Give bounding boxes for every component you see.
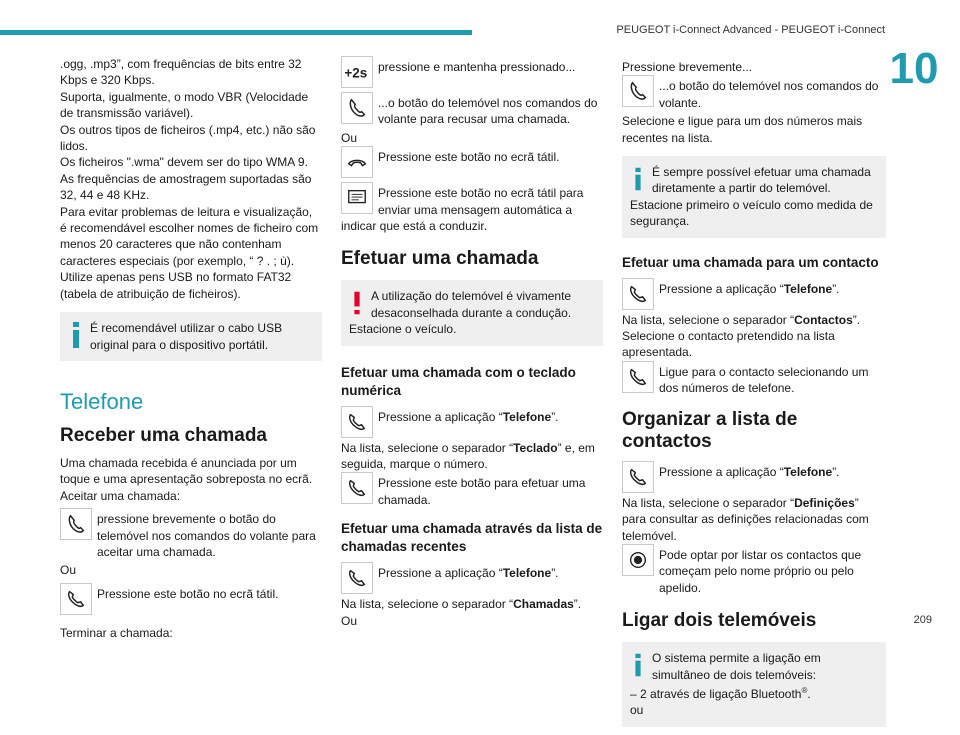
paragraph: Selecione o contacto pretendido na lista apresentada. xyxy=(622,329,835,360)
info-text: O sistema permite a ligação em simultâneo de dois telemóveis: xyxy=(652,651,821,682)
instruction-row xyxy=(622,544,886,596)
paragraph: Uma chamada recebida é anunciada por um toque e uma apresentação sobreposta no ecrã. xyxy=(60,455,313,487)
paragraph: Para evitar problemas de leitura e visualização, é recomendável escolher nomes de ficheiro com menos 20 caracteres que não contenham caracteres especiais (por exemplo, “ ? . ; ù). xyxy=(60,204,319,268)
instruction-text: Pressione a aplicação “Telefone”. xyxy=(659,281,840,296)
paragraph: Selecione e ligue para um dos números mais recentes na lista. xyxy=(622,114,863,145)
instruction-row xyxy=(60,583,322,615)
phone-call-icon xyxy=(622,461,654,493)
paragraph: Os outros tipos de ficheiros (.mp4, etc.) não são lidos. xyxy=(60,122,316,154)
info-box xyxy=(60,312,322,361)
instruction-text: Ligue para o contacto selecionando um dos números de telefone. xyxy=(659,364,869,396)
instruction-text: Pressione este botão no ecrã tátil. xyxy=(378,150,560,165)
column-2 xyxy=(341,56,603,629)
paragraph: Na lista, selecione o separador “Contactos”. xyxy=(622,312,861,327)
info-text: É recomendável utilizar o cabo USB original para o dispositivo portátil. xyxy=(90,321,283,352)
instruction-text: ...o botão do telemóvel nos comandos do volante para recusar uma chamada. xyxy=(378,96,598,127)
instruction-row xyxy=(341,406,603,438)
instruction-row xyxy=(341,472,603,508)
warning-icon xyxy=(349,290,365,316)
svg-text:+2s: +2s xyxy=(344,65,368,81)
section-title: Telefone xyxy=(60,388,144,414)
instruction-text: pressione e mantenha pressionado... xyxy=(378,60,576,74)
info-text: – 2 através de ligação Bluetooth®. xyxy=(630,685,811,701)
paragraph: Ou xyxy=(341,613,358,628)
instruction-row xyxy=(341,92,603,128)
warning-box xyxy=(341,280,603,345)
info-text: ou xyxy=(630,703,644,718)
instruction-row xyxy=(622,361,886,397)
paragraph: Ou xyxy=(60,563,77,578)
phone-call-icon xyxy=(341,472,373,504)
instruction-text: Pressione este botão no ecrã tátil para enviar uma mensagem automática a indicar que está a conduzir. xyxy=(341,186,584,234)
instruction-text: Pressione a aplicação “Telefone”. xyxy=(659,464,840,479)
phone-call-icon xyxy=(60,583,92,615)
instruction-text: Pressione a aplicação “Telefone”. xyxy=(378,409,559,424)
steering-phone-icon xyxy=(341,92,373,124)
column-3 xyxy=(622,59,886,735)
paragraph: .ogg, .mp3”, com frequências de bits entre 32 Kbps e 320 Kbps. xyxy=(60,57,302,88)
instruction-text: Pode optar por listar os contactos que começam pelo nome próprio ou pelo apelido. xyxy=(659,547,862,595)
paragraph: Os ficheiros ".wma" devem ser do tipo WMA 9. xyxy=(60,155,308,170)
chapter-number: 10 xyxy=(889,44,939,93)
instruction-text: Pressione a aplicação “Telefone”. xyxy=(378,566,559,581)
instruction-row xyxy=(341,562,603,594)
paragraph: Pressione brevemente... xyxy=(622,60,753,74)
paragraph: Utilize apenas pens USB no formato FAT32 (tabela de atribuição de ficheiros). xyxy=(60,270,292,301)
paragraph: Na lista, selecione o separador “Definições” para consultar as definições relacionadas com telemóvel. xyxy=(622,495,869,543)
heading-organize-contacts: Organizar a lista de contactos xyxy=(622,408,798,452)
running-header: PEUGEOT i-Connect Advanced - PEUGEOT i-Connect xyxy=(616,24,885,36)
heading-keypad: Efetuar uma chamada com o teclado numérica xyxy=(341,364,576,398)
paragraph: Aceitar uma chamada: xyxy=(60,488,181,503)
instruction-text: pressione brevemente o botão do telemóvel nos comandos do volante para aceitar uma chamada. xyxy=(97,512,316,559)
warning-text: A utilização do telemóvel é vivamente desaconselhada durante a condução. Estacione o veículo. xyxy=(349,289,572,337)
instruction-row xyxy=(341,56,603,88)
paragraph: Terminar a chamada: xyxy=(60,625,173,640)
heading-recent-calls: Efetuar uma chamada através da lista de chamadas recentes xyxy=(341,521,603,555)
heading-make-call: Efetuar uma chamada xyxy=(341,248,539,270)
info-icon xyxy=(68,320,84,350)
instruction-row xyxy=(622,278,886,310)
instruction-text: ...o botão do telemóvel nos comandos do volante. xyxy=(659,79,879,110)
page-number: 209 xyxy=(913,614,932,626)
heading-receive-call: Receber uma chamada xyxy=(60,424,267,446)
column-1 xyxy=(60,56,322,641)
header-accent-bar xyxy=(0,30,472,35)
steering-phone-icon xyxy=(60,508,92,540)
paragraph: As frequências de amostragem suportadas são 32, 44 e 48 KHz. xyxy=(60,171,312,203)
hang-up-icon xyxy=(341,146,373,178)
info-icon xyxy=(630,166,646,192)
instruction-row xyxy=(341,182,603,234)
paragraph: Suporta, igualmente, o modo VBR (Velocidade de transmissão variável). xyxy=(60,89,309,121)
phone-call-icon xyxy=(622,278,654,310)
steering-phone-icon xyxy=(622,75,654,107)
instruction-row xyxy=(622,461,886,493)
message-icon xyxy=(341,182,373,214)
phone-call-icon xyxy=(622,361,654,393)
instruction-row xyxy=(60,508,322,560)
instruction-text: Pressione este botão no ecrã tátil. xyxy=(97,586,279,601)
info-icon xyxy=(630,652,646,678)
radio-button-icon xyxy=(622,544,654,576)
info-text: É sempre possível efetuar uma chamada diretamente a partir do telemóvel. Estacione primeiro o veículo como medida de segurança. xyxy=(630,165,873,229)
instruction-text: Pressione este botão para efetuar uma chamada. xyxy=(378,476,586,507)
instruction-row xyxy=(622,75,886,111)
info-box xyxy=(622,156,886,238)
paragraph: Ou xyxy=(341,130,358,145)
heading-two-phones: Ligar dois telemóveis xyxy=(622,610,817,632)
heading-call-contact: Efetuar uma chamada para um contacto xyxy=(622,254,879,270)
paragraph: Na lista, selecione o separador “Chamadas”. xyxy=(341,597,582,612)
phone-call-icon xyxy=(341,406,373,438)
phone-call-icon xyxy=(341,562,373,594)
info-box xyxy=(622,642,886,727)
instruction-row xyxy=(341,146,603,178)
paragraph: Na lista, selecione o separador “Teclado” e, em seguida, marque o número. xyxy=(341,440,595,472)
press-2s-icon xyxy=(341,56,373,88)
